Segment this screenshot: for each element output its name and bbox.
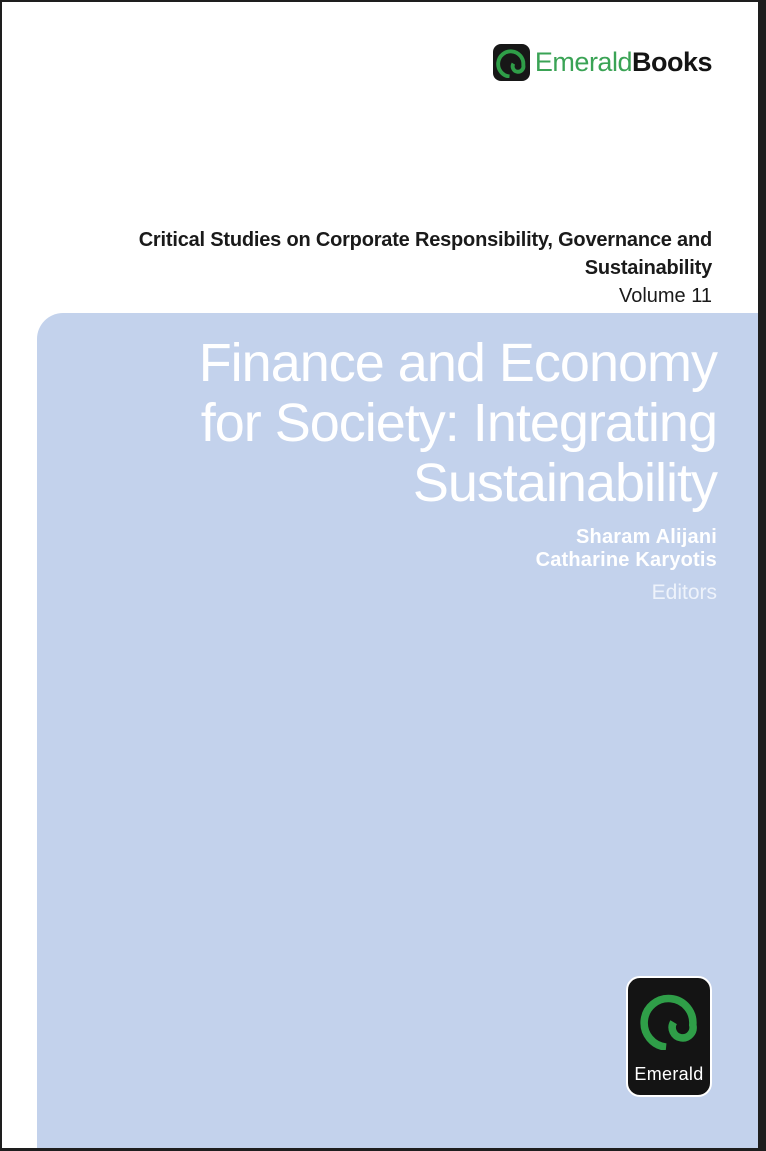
- editor-name: Sharam Alijani: [576, 526, 717, 548]
- emerald-badge: [626, 976, 712, 1097]
- series-title-line: Sustainability: [584, 257, 712, 279]
- series-block: [42, 226, 712, 310]
- book-title-line: Finance and Economy: [198, 333, 717, 393]
- cover-panel: [37, 313, 758, 1148]
- emerald-spiral-icon: [493, 44, 530, 81]
- series-title: [42, 226, 712, 282]
- editor-name: Catharine Karyotis: [535, 549, 717, 571]
- emerald-spiral-icon: [640, 978, 698, 1050]
- book-title-line: for Society: Integrating: [200, 393, 717, 453]
- book-title-line: Sustainability: [412, 453, 717, 513]
- badge-label: Emerald: [634, 1064, 704, 1084]
- book-title: [37, 313, 758, 513]
- editors-label: Editors: [651, 581, 717, 604]
- publisher-brand: Emerald: [534, 47, 632, 77]
- series-volume: Volume 11: [618, 285, 712, 307]
- publisher-suffix: Books: [631, 47, 712, 77]
- series-title-line: Critical Studies on Corporate Responsibility, Governance and: [138, 229, 712, 251]
- editors-block: [37, 526, 758, 605]
- publisher-logo: [493, 44, 712, 81]
